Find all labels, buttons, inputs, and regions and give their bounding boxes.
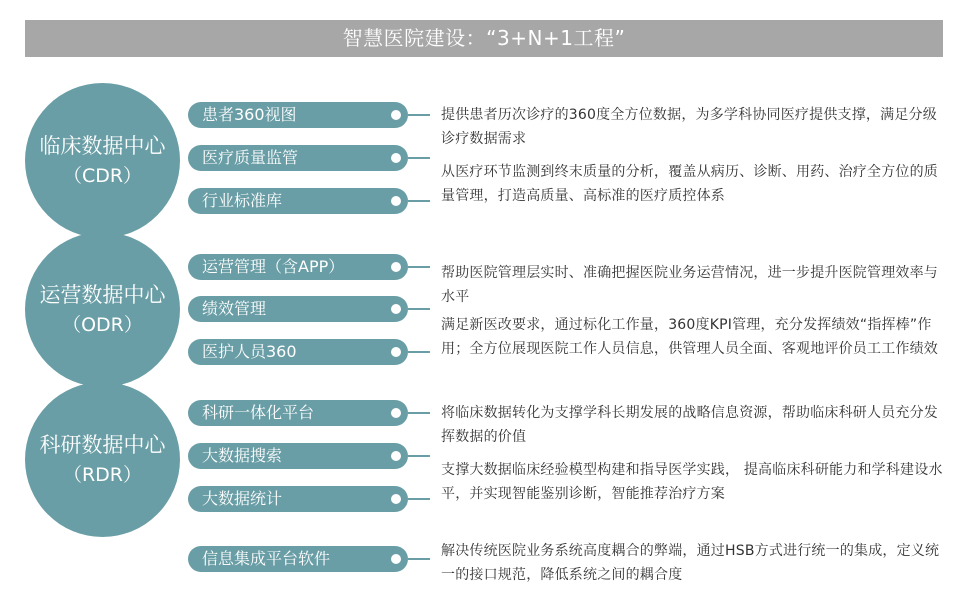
center-odr	[25, 232, 180, 387]
connector-line	[408, 498, 430, 500]
center-abbr: （CDR）	[62, 164, 143, 187]
connector-line	[408, 200, 430, 202]
center-cdr	[25, 83, 180, 238]
connector-line	[408, 308, 430, 310]
connector-line	[408, 455, 430, 457]
center-name: 科研数据中心	[39, 432, 166, 457]
module-pill-performance: 绩效管理	[188, 296, 408, 322]
module-pill-industry-standard: 行业标准库	[188, 188, 408, 214]
connector-line	[408, 114, 430, 116]
center-abbr: （ODR）	[62, 313, 143, 336]
connector-line	[408, 558, 430, 560]
connector-line	[408, 266, 430, 268]
description-text: 将临床数据转化为支撑学科长期发展的战略信息资源，帮助临床科研人员充分发挥数据的价值	[441, 405, 938, 445]
module-pill-integration-platform: 信息集成平台软件	[188, 546, 408, 572]
connector-line	[408, 157, 430, 159]
description-text: 支撑大数据临床经验模型构建和指导医学实践， 提高临床科研能力和学科建设水平，并实现智能鉴别诊断，智能推荐治疗方案	[441, 462, 943, 502]
description-text: 帮助医院管理层实时、准确把握医院业务运营情况，进一步提升医院管理效率与水平	[441, 265, 938, 305]
description-text: 从医疗环节监测到终末质量的分析，覆盖从病历、诊断、用药、治疗全方位的质量管理，打造高质量、高标准的医疗质控体系	[441, 164, 938, 204]
connector-line	[408, 412, 430, 414]
connector-line	[408, 351, 430, 353]
page-title: 智慧医院建设：“3+N+1工程”	[25, 20, 943, 57]
module-pill-big-data-search: 大数据搜索	[188, 443, 408, 469]
module-pill-staff-360: 医护人员360	[188, 339, 408, 365]
module-pill-quality-supervision: 医疗质量监管	[188, 145, 408, 171]
module-pill-patient-360: 患者360视图	[188, 102, 408, 128]
module-pill-big-data-stats: 大数据统计	[188, 486, 408, 512]
center-name: 临床数据中心	[39, 133, 166, 158]
description-text: 满足新医改要求，通过标化工作量，360度KPI管理，充分发挥绩效“指挥棒”作用；全方位展现医院工作人员信息，供管理人员全面、客观地评价员工工作绩效	[441, 317, 938, 357]
description-text: 提供患者历次诊疗的360度全方位数据，为多学科协同医疗提供支撑，满足分级诊疗数据需求	[441, 107, 937, 147]
center-abbr: （RDR）	[62, 463, 143, 486]
center-name: 运营数据中心	[39, 282, 166, 307]
description-text: 解决传统医院业务系统高度耦合的弊端，通过HSB方式进行统一的集成，定义统一的接口规范，降低系统之间的耦合度	[441, 543, 940, 583]
module-pill-operations: 运营管理（含APP）	[188, 254, 408, 280]
center-rdr	[25, 382, 180, 537]
module-pill-research-platform: 科研一体化平台	[188, 400, 408, 426]
